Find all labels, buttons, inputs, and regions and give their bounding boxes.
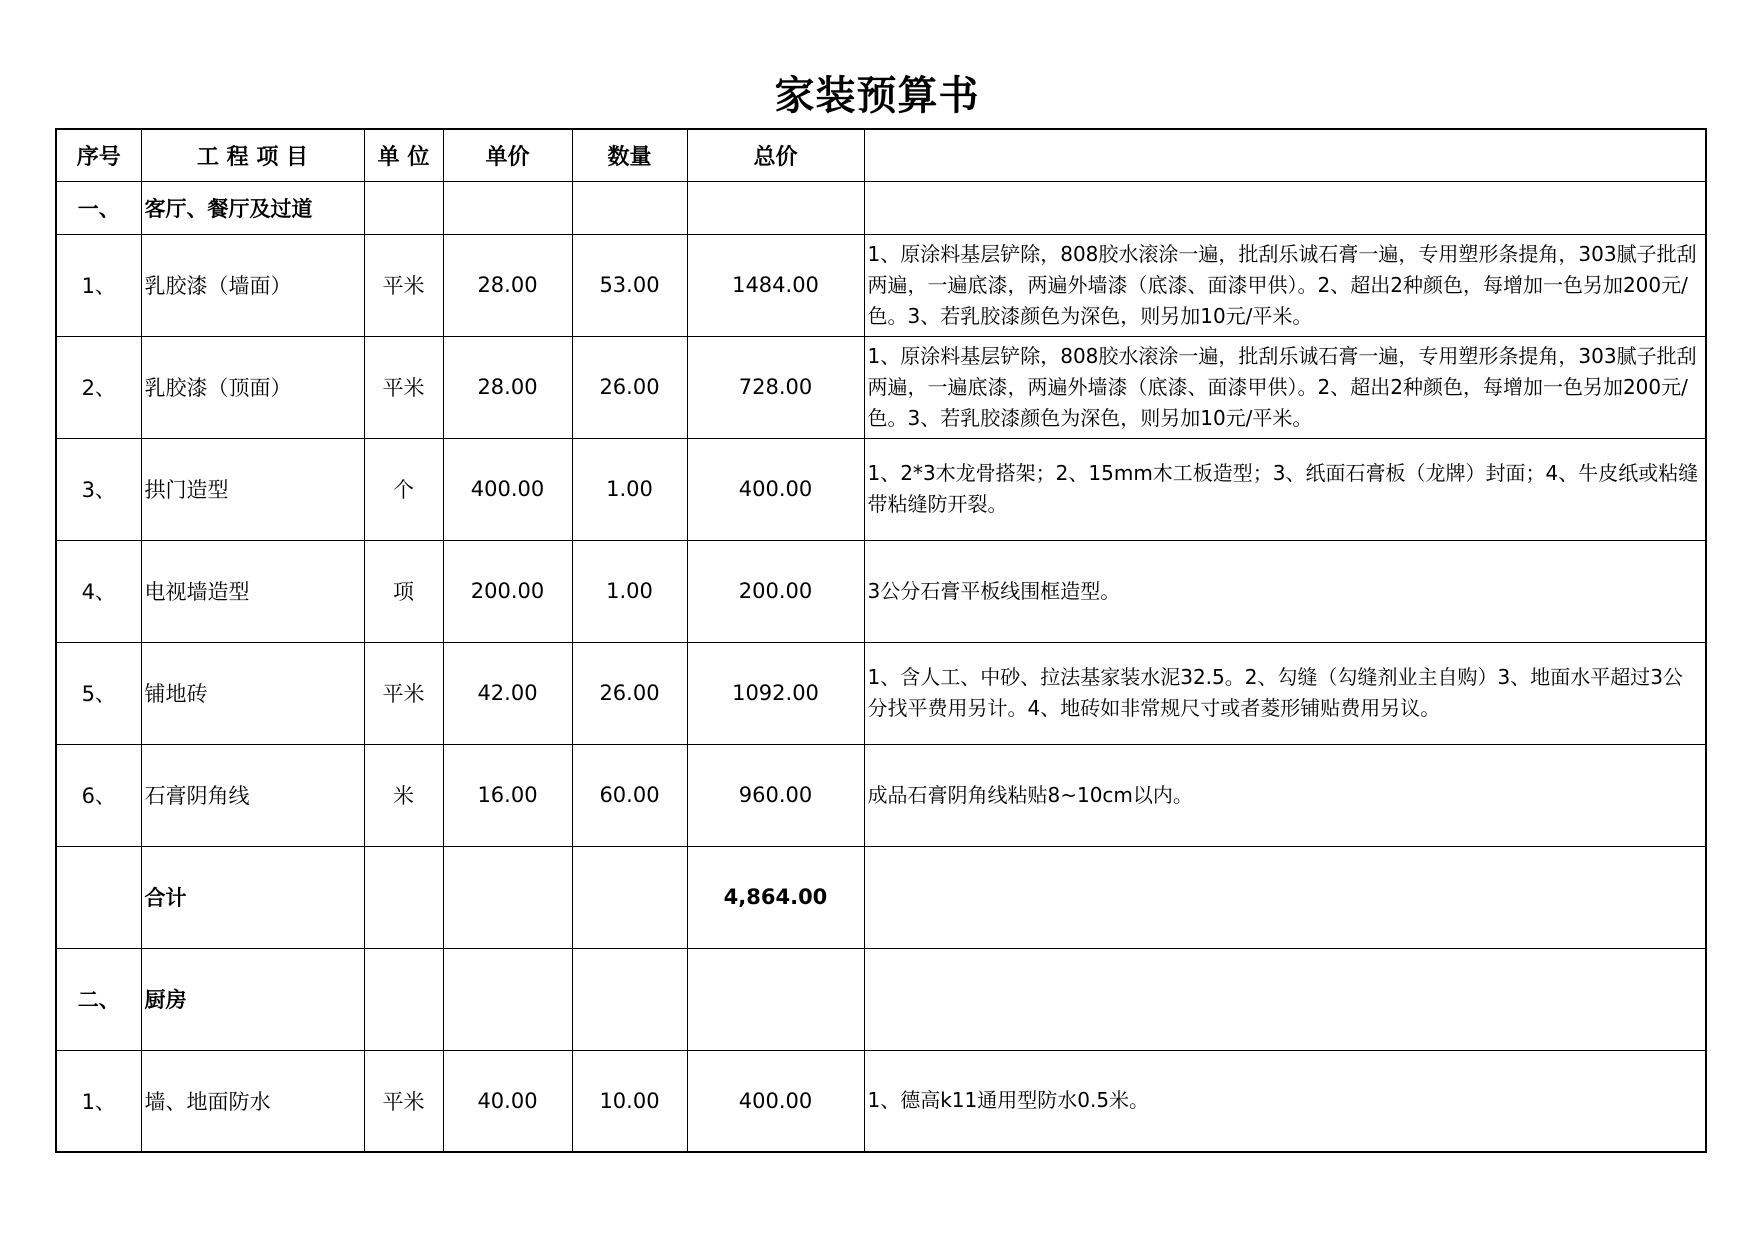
row-seq: 4、 [56, 540, 141, 642]
row-price: 200.00 [443, 540, 572, 642]
row-note: 成品石膏阴角线粘贴8~10cm以内。 [864, 744, 1706, 846]
row-item: 乳胶漆（墙面） [141, 234, 364, 336]
row-unit: 平米 [364, 234, 443, 336]
row-unit: 个 [364, 438, 443, 540]
row-note: 1、德高k11通用型防水0.5米。 [864, 1050, 1706, 1152]
section-row [56, 181, 1706, 234]
row-total: 728.00 [687, 336, 864, 438]
row-unit: 项 [364, 540, 443, 642]
table-row [56, 540, 1706, 642]
row-qty: 26.00 [572, 642, 687, 744]
subtotal-label: 合计 [141, 846, 364, 948]
row-price: 28.00 [443, 234, 572, 336]
table-row [56, 438, 1706, 540]
row-seq: 1、 [56, 234, 141, 336]
row-price: 40.00 [443, 1050, 572, 1152]
row-total: 400.00 [687, 438, 864, 540]
header-item: 工 程 项 目 [141, 129, 364, 181]
row-price: 42.00 [443, 642, 572, 744]
header-unit: 单 位 [364, 129, 443, 181]
table-header-row [56, 129, 1706, 181]
table-row [56, 234, 1706, 336]
page-title: 家装预算书 [774, 73, 980, 119]
header-seq: 序号 [56, 129, 141, 181]
row-note: 1、含人工、中砂、拉法基家装水泥32.5。2、勾缝（勾缝剂业主自购）3、地面水平超过3公分找平费用另计。4、地砖如非常规尺寸或者菱形铺贴费用另议。 [864, 642, 1706, 744]
table-row [56, 1050, 1706, 1152]
row-note: 1、原涂料基层铲除，808胶水滚涂一遍，批刮乐诚石膏一遍，专用塑形条提角，303腻子批刮两遍，一遍底漆，两遍外墙漆（底漆、面漆甲供）。2、超出2种颜色，每增加一色另加200元/色。3、若乳胶漆颜色为深色，则另加10元/平米。 [864, 336, 1706, 438]
section-row [56, 948, 1706, 1050]
row-seq: 2、 [56, 336, 141, 438]
row-seq: 5、 [56, 642, 141, 744]
row-qty: 60.00 [572, 744, 687, 846]
row-unit: 平米 [364, 642, 443, 744]
row-total: 1092.00 [687, 642, 864, 744]
table-row [56, 642, 1706, 744]
row-item: 铺地砖 [141, 642, 364, 744]
section-seq: 一、 [56, 181, 141, 234]
header-note [864, 129, 1706, 181]
row-qty: 1.00 [572, 540, 687, 642]
row-item: 乳胶漆（顶面） [141, 336, 364, 438]
row-price: 28.00 [443, 336, 572, 438]
row-qty: 26.00 [572, 336, 687, 438]
row-total: 200.00 [687, 540, 864, 642]
table-row [56, 336, 1706, 438]
section-name: 客厅、餐厅及过道 [141, 181, 364, 234]
row-unit: 米 [364, 744, 443, 846]
budget-table [55, 128, 1707, 1153]
row-qty: 1.00 [572, 438, 687, 540]
subtotal-value: 4,864.00 [687, 846, 864, 948]
subtotal-row [56, 846, 1706, 948]
section-name: 厨房 [141, 948, 364, 1050]
row-item: 电视墙造型 [141, 540, 364, 642]
header-total: 总价 [687, 129, 864, 181]
row-qty: 53.00 [572, 234, 687, 336]
row-item: 拱门造型 [141, 438, 364, 540]
row-unit: 平米 [364, 336, 443, 438]
header-price: 单价 [443, 129, 572, 181]
row-total: 1484.00 [687, 234, 864, 336]
row-price: 400.00 [443, 438, 572, 540]
row-total: 400.00 [687, 1050, 864, 1152]
row-seq: 1、 [56, 1050, 141, 1152]
row-unit: 平米 [364, 1050, 443, 1152]
row-note: 1、原涂料基层铲除，808胶水滚涂一遍，批刮乐诚石膏一遍，专用塑形条提角，303腻子批刮两遍，一遍底漆，两遍外墙漆（底漆、面漆甲供）。2、超出2种颜色，每增加一色另加200元/色。3、若乳胶漆颜色为深色，则另加10元/平米。 [864, 234, 1706, 336]
row-total: 960.00 [687, 744, 864, 846]
row-item: 石膏阴角线 [141, 744, 364, 846]
row-price: 16.00 [443, 744, 572, 846]
row-seq: 6、 [56, 744, 141, 846]
row-qty: 10.00 [572, 1050, 687, 1152]
table-row [56, 744, 1706, 846]
row-note: 3公分石膏平板线围框造型。 [864, 540, 1706, 642]
row-item: 墙、地面防水 [141, 1050, 364, 1152]
section-seq: 二、 [56, 948, 141, 1050]
row-note: 1、2*3木龙骨搭架；2、15mm木工板造型；3、纸面石膏板（龙牌）封面；4、牛皮纸或粘缝带粘缝防开裂。 [864, 438, 1706, 540]
header-qty: 数量 [572, 129, 687, 181]
row-seq: 3、 [56, 438, 141, 540]
